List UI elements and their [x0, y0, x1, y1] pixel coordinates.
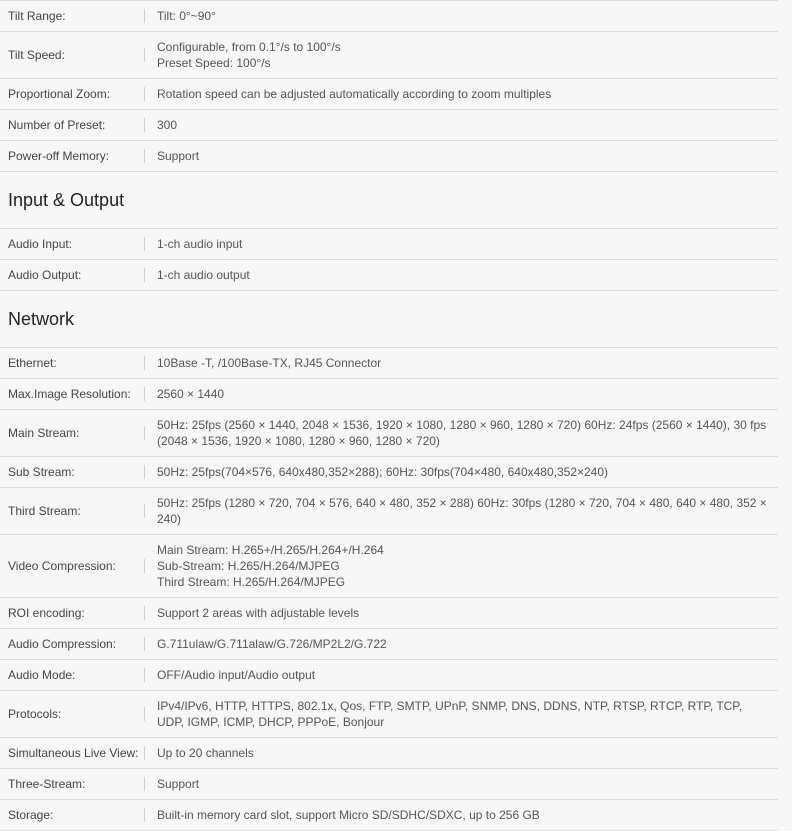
- column-divider: [144, 356, 145, 370]
- spec-label: Audio Input:: [8, 237, 73, 251]
- spec-value: [157, 769, 778, 799]
- spec-value-line: 300: [157, 118, 178, 132]
- spec-value: [157, 691, 778, 737]
- spec-value-line: 1-ch audio output: [157, 268, 250, 282]
- spec-value-line: Third Stream: H.265/H.264/MJPEG: [157, 575, 346, 589]
- spec-value-line: Up to 20 channels: [157, 746, 254, 760]
- spec-value: [157, 348, 778, 378]
- spec-value-line: Built-in memory card slot, support Micro SD/SDHC/SDXC, up to 256 GB: [157, 808, 540, 822]
- spec-value-line: Sub-Stream: H.265/H.264/MJPEG: [157, 559, 340, 573]
- spec-row: [0, 410, 778, 457]
- spec-row: [0, 660, 778, 691]
- column-divider: [144, 668, 145, 682]
- spec-value: [157, 79, 778, 109]
- spec-label: Third Stream:: [8, 504, 81, 518]
- spec-value-line: 1-ch audio input: [157, 237, 243, 251]
- column-divider: [144, 504, 145, 518]
- spec-row: [0, 769, 778, 800]
- spec-value: [157, 410, 778, 456]
- spec-label: Power-off Memory:: [8, 149, 110, 163]
- spec-value-line: Rotation speed can be adjusted automatically according to zoom multiples: [157, 87, 552, 101]
- spec-value: [157, 629, 778, 659]
- spec-label: Sub Stream:: [8, 465, 75, 479]
- spec-value-line: 50Hz: 25fps (1280 × 720, 704 × 576, 640 × 480, 352 × 288) 60Hz: 30fps (1280 × 720, 704 × 480, 640 × 480, 352 × 240): [157, 496, 767, 526]
- spec-value: [157, 738, 778, 768]
- spec-label: Ethernet:: [8, 356, 57, 370]
- spec-label: Tilt Speed:: [8, 48, 65, 62]
- column-divider: [144, 426, 145, 440]
- spec-value-line: 50Hz: 25fps (2560 × 1440, 2048 × 1536, 1920 × 1080, 1280 × 960, 1280 × 720) 60Hz: 24fps (2560 × 1440), 30 fps (2048 × 1536, 1920 × 1080, 1280 × 960, 1280 × 720): [157, 418, 767, 448]
- spec-value-line: 2560 × 1440: [157, 387, 225, 401]
- spec-row: [0, 1, 778, 32]
- spec-label: Storage:: [8, 808, 54, 822]
- spec-value-line: 10Base -T, /100Base-TX, RJ45 Connector: [157, 356, 382, 370]
- spec-value: [157, 141, 778, 171]
- spec-value: [157, 457, 778, 487]
- spec-value: [157, 660, 778, 690]
- spec-label: ROI encoding:: [8, 606, 85, 620]
- spec-row: [0, 32, 778, 79]
- column-divider: [144, 268, 145, 282]
- spec-label: Audio Mode:: [8, 668, 76, 682]
- spec-label: Proportional Zoom:: [8, 87, 111, 101]
- spec-row: [0, 229, 778, 260]
- spec-value-line: Tilt: 0°~90°: [157, 9, 216, 23]
- spec-label: Audio Compression:: [8, 637, 117, 651]
- spec-label: Max.Image Resolution:: [8, 387, 131, 401]
- spec-row: [0, 598, 778, 629]
- column-divider: [144, 387, 145, 401]
- spec-value-line: Support 2 areas with adjustable levels: [157, 606, 360, 620]
- spec-label: Protocols:: [8, 707, 62, 721]
- spec-value: [157, 488, 778, 534]
- spec-group-network: [0, 348, 778, 831]
- column-divider: [144, 559, 145, 573]
- spec-value: [157, 535, 778, 597]
- spec-row: [0, 800, 778, 831]
- column-divider: [144, 465, 145, 479]
- spec-label: Main Stream:: [8, 426, 80, 440]
- spec-row: [0, 457, 778, 488]
- spec-row: [0, 629, 778, 660]
- spec-row: [0, 79, 778, 110]
- spec-value-line: Configurable, from 0.1°/s to 100°/s: [157, 40, 341, 54]
- spec-row: [0, 535, 778, 598]
- spec-group-top: [0, 1, 778, 172]
- column-divider: [144, 707, 145, 721]
- column-divider: [144, 48, 145, 62]
- spec-value-line: Main Stream: H.265+/H.265/H.264+/H.264: [157, 543, 384, 557]
- spec-value-line: IPv4/IPv6, HTTP, HTTPS, 802.1x, Qos, FTP, SMTP, UPnP, SNMP, DNS, DDNS, NTP, RTSP, RTCP, RTP, TCP, UDP, IGMP, ICMP, DHCP, PPPoE, Bonjour: [157, 699, 743, 729]
- spec-row: [0, 379, 778, 410]
- spec-row: [0, 141, 778, 172]
- column-divider: [144, 118, 145, 132]
- spec-row: [0, 488, 778, 535]
- spec-row: [0, 260, 778, 291]
- spec-value-line: G.711ulaw/G.711alaw/G.726/MP2L2/G.722: [157, 637, 387, 651]
- spec-label: Simultaneous Live View:: [8, 746, 139, 760]
- column-divider: [144, 746, 145, 760]
- spec-label: Three-Stream:: [8, 777, 86, 791]
- column-divider: [144, 87, 145, 101]
- spec-value-line: Support: [157, 777, 200, 791]
- spec-value: [157, 379, 778, 409]
- spec-value-line: 50Hz: 25fps(704×576, 640x480,352×288); 60Hz: 30fps(704×480, 640x480,352×240): [157, 465, 609, 479]
- spec-label: Video Compression:: [8, 559, 116, 573]
- spec-value: [157, 260, 778, 290]
- spec-row: [0, 738, 778, 769]
- column-divider: [144, 637, 145, 651]
- spec-row: [0, 110, 778, 141]
- section-title-input-output: Input & Output: [0, 172, 778, 229]
- column-divider: [144, 9, 145, 23]
- spec-row: [0, 348, 778, 379]
- spec-value-line: Support: [157, 149, 200, 163]
- spec-value: [157, 110, 778, 140]
- spec-row: [0, 691, 778, 738]
- spec-label: Tilt Range:: [8, 9, 66, 23]
- spec-value: [157, 229, 778, 259]
- column-divider: [144, 149, 145, 163]
- column-divider: [144, 808, 145, 822]
- spec-label: Audio Output:: [8, 268, 82, 282]
- spec-group-input-output: [0, 229, 778, 291]
- spec-value-line: Preset Speed: 100°/s: [157, 56, 271, 70]
- column-divider: [144, 777, 145, 791]
- spec-value: [157, 598, 778, 628]
- spec-label: Number of Preset:: [8, 118, 106, 132]
- spec-value: [157, 1, 778, 31]
- spec-value: [157, 32, 778, 78]
- spec-value-line: OFF/Audio input/Audio output: [157, 668, 316, 682]
- column-divider: [144, 606, 145, 620]
- column-divider: [144, 237, 145, 251]
- section-title-network: Network: [0, 291, 778, 348]
